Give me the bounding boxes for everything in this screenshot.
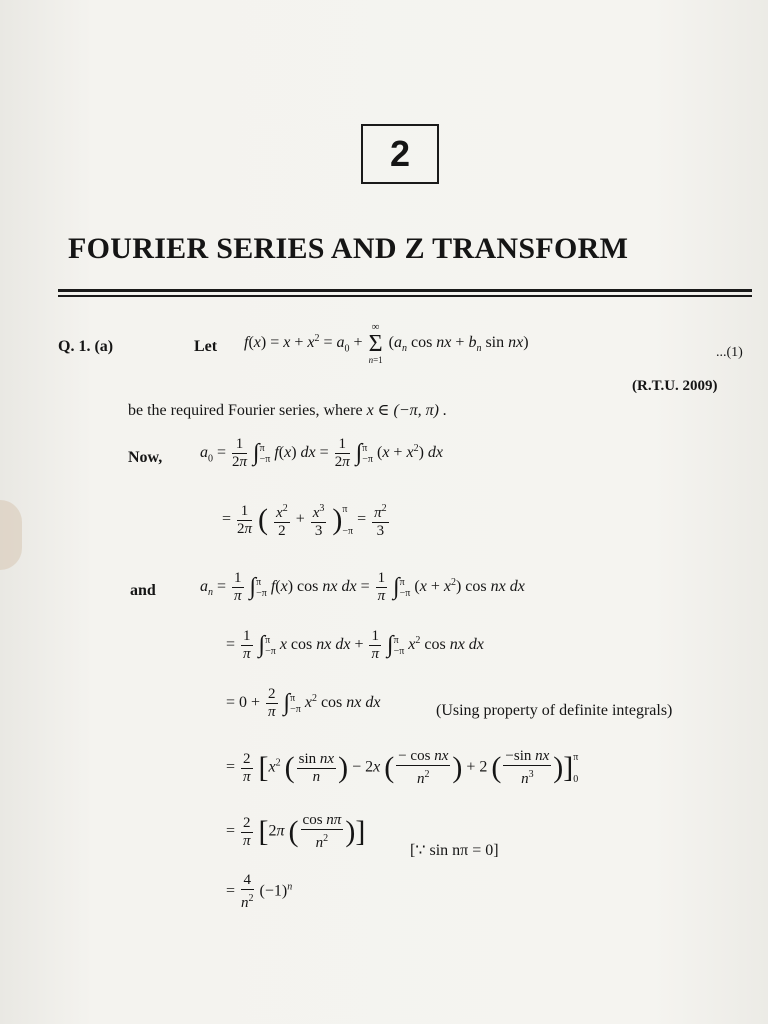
title-rule-thick [58,289,752,292]
equation-number: ...(1) [716,345,743,360]
an-property-equation: = 0 + $\frac{2}{\pi}$ ∫π −π $x^2$ cos nx dx [226,686,381,720]
an-split-equation: = $\frac{1}{\pi}$ ∫π −π x cos nx dx + $\frac{1}{\pi}$ ∫π −π $x^2$ cos nx dx [226,628,484,662]
title-rule-thin [58,295,752,297]
an-equation: $a_n$ = $\frac{1}{\pi}$ ∫π −π f(x) cos nx dx = $\frac{1}{\pi}$ ∫π −π $(x + x^2)$ cos nx dx [200,570,525,604]
now-label: Now, [128,449,163,466]
property-note: (Using property of definite integrals) [436,702,673,719]
chapter-number-box: 2 [361,124,439,184]
a0-equation: $a_0$ = $\frac{1}{2\pi}$ ∫π −π f(x) dx = $\frac{1}{2\pi}$ ∫π −π $(x + x^2)$ dx [200,436,443,470]
intro-line [128,400,447,420]
and-label: and [130,582,156,599]
domain-text: x ∈ (−π, π) . [366,402,448,419]
question-label: Q. 1. (a) [58,338,114,355]
an-integration-equation: = $\frac{2}{\pi}$ [$x^2$ ( $\frac{\text{sin nx}}{n}$ ) − 2x ( $\frac{\text{− cos nx}}{n^2}$ ) + 2 ( $\frac{\text{−sin nx}}{n^3}$ )]π 0 [226,748,579,787]
fourier-series-equation: $f(x) = x + x^2 = a_0$ + ∞ Σ n=1 ($a_n$ cos nx + $b_n$ sin nx) [244,321,529,365]
a0-result-equation: = $\frac{1}{2\pi}$ ( $\frac{x^2}{2}$ + $\frac{x^3}{3}$ )π −π = $\frac{\pi^2}{3}$ [222,500,391,540]
chapter-title: FOURIER SERIES AND Z TRANSFORM [68,232,629,265]
page-edge-shadow [0,500,22,570]
an-final-equation: = $\frac{4}{n^2}$ $(-1)^n$ [226,872,293,911]
sin-note: [∵ sin nπ = 0] [410,842,499,859]
source-reference: (R.T.U. 2009) [632,378,718,394]
intro-text: be the required Fourier series, where [128,402,363,419]
an-substitution-equation: = $\frac{2}{\pi}$ [2π ( $\frac{\text{cos nπ}}{n^2}$ )] [226,812,366,851]
let-label: Let [194,338,218,355]
